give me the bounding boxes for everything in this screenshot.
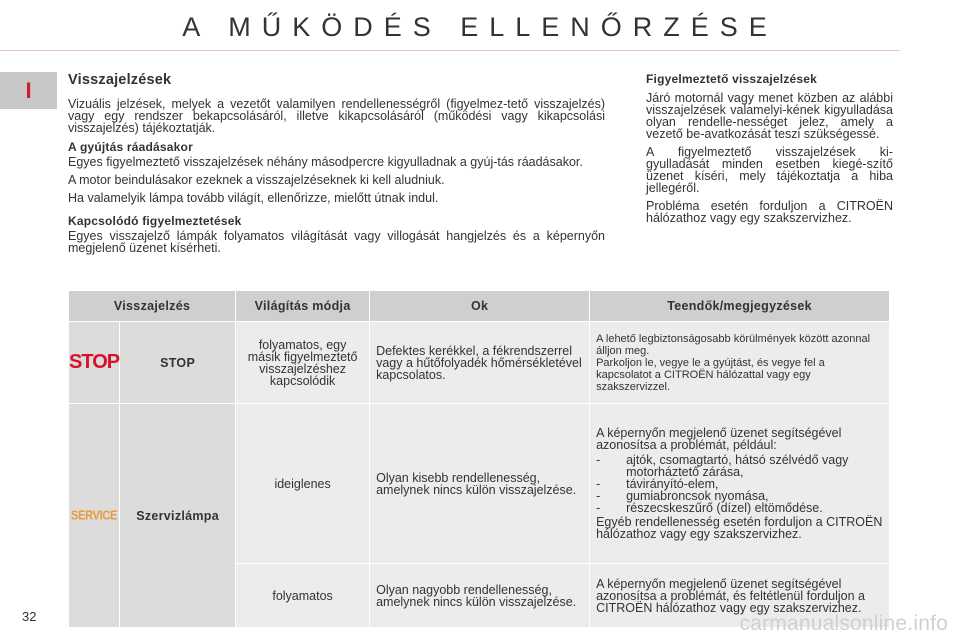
- section-heading: Visszajelzések: [68, 72, 172, 88]
- notes: A képernyőn megjelenő üzenet segítségével azonosítsa a problémát, és feltétlenül forduljon a CITROËN hálózathoz vagy egy szakszervizhez.: [590, 564, 890, 628]
- list-item: - gumiabroncsok nyomása,: [596, 489, 769, 503]
- ignition-paragraph-3: Ha valamelyik lámpa tovább világít, ellenőrizze, mielőtt útnak indul.: [68, 191, 439, 205]
- intro-paragraph: Vizuális jelzések, melyek a vezetőt valamilyen rendellenességről (figyelmez-tető visszajelzés) vagy egy rendszer bekapcsolásáról, illetve kikapcsolásáról (működési vagy kikapcsolási visszajelzés) tájékoztatják.: [68, 97, 605, 135]
- list-dash: -: [596, 489, 601, 503]
- ignition-paragraph-1: Egyes figyelmeztető visszajelzések néhány másodpercre kigyulladnak a gyúj-tás ráadásakor.: [68, 155, 583, 169]
- cause: Olyan nagyobb rendellenesség, amelynek nincs külön visszajelzése.: [370, 564, 590, 628]
- page-number: 32: [22, 609, 37, 624]
- section-tab: [0, 72, 57, 109]
- notes: [590, 322, 890, 404]
- page-title: A MŰKÖDÉS ELLENŐRZÉSE: [182, 12, 778, 42]
- related-warnings-heading: Kapcsolódó figyelmeztetések: [68, 214, 242, 228]
- table-header-row: [69, 291, 890, 322]
- lamp-name: STOP: [120, 322, 236, 404]
- left-column: [68, 72, 605, 260]
- header-rule-left: [0, 50, 62, 51]
- table-row: [69, 404, 890, 564]
- stop-warning-icon: STOP: [69, 350, 120, 373]
- table-header-lamp: Visszajelzés: [69, 291, 236, 322]
- cause: Defektes kerékkel, a fékrendszerrel vagy a hűtőfolyadék hőmérsékletével kapcsolatos.: [370, 322, 590, 404]
- warning-lamps-paragraph-1: Járó motornál vagy menet közben az alábbi visszajelzések valamelyi-kének kigyulladása olyan rendelle-nességet jelez, amely a vezető be-avatkozását teszi szükségessé.: [646, 91, 893, 141]
- table-row: [69, 322, 890, 404]
- warning-lamps-table: [68, 290, 890, 628]
- lamp-name: Szervizlámpa: [120, 404, 236, 628]
- note-outro: Egyéb rendellenesség esetén forduljon a CITROËN hálózathoz vagy egy szakszervizhez.: [596, 515, 883, 541]
- lighting-mode: folyamatos: [236, 564, 370, 628]
- lighting-mode: ideiglenes: [236, 404, 370, 564]
- fault-list: [596, 454, 883, 514]
- table-header-notes: Teendők/megjegyzések: [590, 291, 890, 322]
- ignition-paragraph-2: A motor beindulásakor ezeknek a visszajelzéseknek ki kell aludniuk.: [68, 173, 445, 187]
- service-icon-cell: [69, 404, 120, 628]
- table-header-cause: Ok: [370, 291, 590, 322]
- list-dash: -: [596, 477, 601, 491]
- notes: [590, 404, 890, 564]
- list-item: - ajtók, csomagtartó, hátsó szélvédő vagy motorháztető zárása,: [596, 453, 849, 479]
- warning-lamps-paragraph-2: A figyelmeztető visszajelzések ki-gyulladását minden esetben kiegé-szítő üzenet kíséri, mely tájékoztatja a hiba jellegéről.: [646, 145, 893, 195]
- stop-icon-cell: [69, 322, 120, 404]
- note-line: Parkoljon le, vegye le a gyújtást, és vegye fel a kapcsolatot a CITROËN hálózattal vagy egy szakszervizzel.: [596, 356, 825, 393]
- list-dash: -: [596, 453, 601, 467]
- warning-lamps-heading: Figyelmeztető visszajelzések: [646, 72, 818, 86]
- list-item: - részecskeszűrő (dízel) eltömődése.: [596, 501, 823, 515]
- section-tab-label: I: [25, 77, 32, 103]
- list-dash: -: [596, 501, 601, 515]
- right-column: [646, 72, 893, 230]
- table-header-mode: Világítás módja: [236, 291, 370, 322]
- header-rule: [62, 50, 900, 51]
- lighting-mode: folyamatos, egy másik figyelmeztető visszajelzéshez kapcsolódik: [236, 322, 370, 404]
- cause: Olyan kisebb rendellenesség, amelynek nincs külön visszajelzése.: [370, 404, 590, 564]
- service-warning-icon: SERVICE: [71, 508, 118, 524]
- related-warnings-paragraph: Egyes visszajelző lámpák folyamatos világítását vagy villogását hangjelzés és a képernyőn megjelenő üzenet kísérheti.: [68, 229, 605, 255]
- note-line: A lehető legbiztonságosabb körülmények között azonnal álljon meg.: [596, 332, 871, 357]
- warning-lamps-paragraph-3: Probléma esetén forduljon a CITROËN hálózathoz vagy egy szakszervizhez.: [646, 199, 893, 225]
- note-intro: A képernyőn megjelenő üzenet segítségével azonosítsa a problémát, például:: [596, 426, 842, 452]
- ignition-heading: A gyújtás ráadásakor: [68, 140, 193, 154]
- list-item: - távirányító-elem,: [596, 477, 719, 491]
- watermark: carmanualsonline.info: [739, 612, 948, 635]
